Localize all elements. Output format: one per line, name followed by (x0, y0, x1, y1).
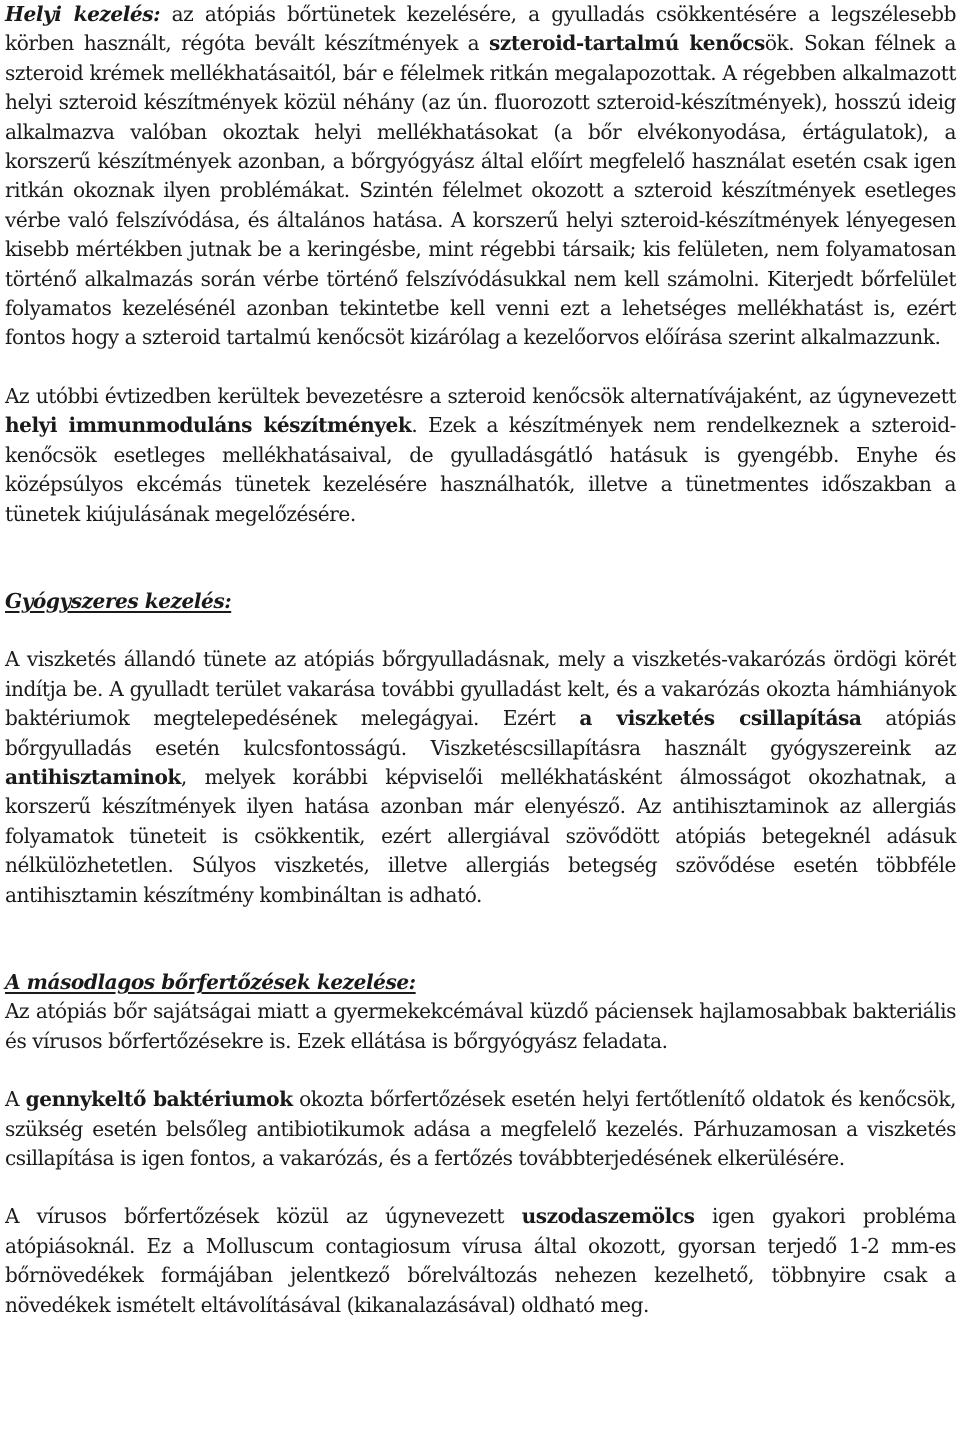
bold-text-szteroid-kenocs: szteroid-tartalmú kenőcs (489, 31, 765, 56)
document-page (5, 0, 956, 1320)
text-run: ök. Sokan félnek a szteroid krémek mellékhatásaitól, bár e félelmek ritkán megalapozottak. A régebben alkalmazott helyi szteroid készítmények közül néhány (az ún. fluorozott szteroid-készítmények), hosszú ideig alkalmazva valóban okoztak helyi mellékhatásokat (a bőr elvékonyodása, értágulatok), a korszerű készítmények azonban, a bőrgyógyász által előírt megfelelő használat esetén csak igen ritkán okoznak ilyen problémákat. Szintén félelmet okozott a szteroid készítmények esetleges vérbe való felszívódása, és általános hatása. A korszerű helyi szteroid-készítmények lényegesen kisebb mértékben jutnak be a keringésbe, mint régebbi társaik; kis felületen, nem folyamatosan történő alkalmazás során vérbe történő felszívódásukkal nem kell számolni. Kiterjedt bőrfelület folyamatos kezelésénél azonban tekintetbe kell venni ezt a lehetséges mellékhatást is, ezért fontos hogy a szteroid tartalmú kenőcsöt kizárólag a kezelőorvos előírása szerint alkalmazzunk. (5, 31, 956, 350)
bold-text-immunmodulans: helyi immunmoduláns készítmények (5, 413, 412, 438)
text-run: A vírusos bőrfertőzések közül az úgynevezett (5, 1204, 522, 1229)
section-heading-masodlagos-borfertozesek: A másodlagos bőrfertőzések kezelése: (5, 969, 416, 994)
paragraph-gap (5, 616, 956, 645)
bold-text-gennykelto-bakteriumok: gennykeltő baktériumok (25, 1087, 293, 1112)
helyi-kezeles-paragraph-2 (5, 382, 956, 529)
text-run: . Ezek a készítmények nem rendelkeznek a szteroid-kenőcsök esetleges mellékhatásaival, de gyulladásgátló hatásuk is gyengébb. Enyhe és középsúlyos ekcémás tünetek kezelésére használhatók, illetve a tünetmentes időszakban a tünetek kiújulásának megelőzésére. (5, 413, 956, 526)
section-heading-gyogyszeres-kezeles-line (5, 587, 956, 616)
paragraph-gap (5, 1056, 956, 1085)
text-run: Az utóbbi évtizedben kerültek bevezetésre a szteroid kenőcsök alternatívájaként, az úgynevezett (5, 383, 956, 408)
paragraph-gap (5, 1173, 956, 1202)
section-heading-gyogyszeres-kezeles: Gyógyszeres kezelés: (5, 588, 232, 613)
helyi-kezeles-paragraph-1 (5, 0, 956, 353)
text-run: A viszketés állandó tünete az atópiás bőrgyulladásnak, mely a viszketés-vakarózás ördögi körét indítja be. A gyulladt terület vakarása további gyulladást kelt, és a vakarózás okozta hámhiányok baktériumok megtelepedésének melegágyai. Ezért (5, 647, 956, 731)
gyogyszeres-kezeles-paragraph-1 (5, 645, 956, 910)
masodlagos-paragraph-2 (5, 1085, 956, 1173)
masodlagos-paragraph-1: Az atópiás bőr sajátságai miatt a gyermekekcémával küzdő páciensek hajlamosabbak bakteriális és vírusos bőrfertőzésekre is. Ezek ellátása is bőrgyógyász feladata. (5, 999, 956, 1053)
paragraph-gap (5, 353, 956, 382)
text-run: atópiás bőrgyulladás esetén kulcsfontosságú. Viszketéscsillapításra használt gyógyszereink az (5, 706, 956, 760)
text-run: A (5, 1087, 26, 1112)
section-gap (5, 910, 956, 968)
section-gap (5, 529, 956, 587)
masodlagos-paragraph-3 (5, 1202, 956, 1320)
text-run: az atópiás bőrtünetek kezelésére, a gyulladás csökkentésére a legszélesebb körben használt, régóta bevált készítmények a (5, 2, 956, 56)
text-run: , melyek korábbi képviselői mellékhatásként álmosságot okozhatnak, a korszerű készítmények ilyen hatása azonban már elenyésző. Az antihisztaminok az allergiás folyamatok tüneteit is csökkentik, ezért allergiával szövődött atópiás betegeknél adásuk nélkülözhetetlen. Súlyos viszketés, illetve allergiás betegség szövődése esetén többféle antihisztamin készítmény kombináltan is adható. (5, 764, 956, 907)
section-heading-masodlagos-line (5, 968, 956, 997)
section-heading-helyi-kezeles: Helyi kezelés: (5, 2, 161, 26)
bold-text-antihisztaminok: antihisztaminok (5, 764, 181, 789)
bold-text-uszodaszemolcs: uszodaszemölcs (521, 1204, 695, 1229)
bold-text-viszketes-csillapitasa: a viszketés csillapítása (579, 706, 862, 731)
text-run: okozta bőrfertőzések esetén helyi fertőtlenítő oldatok és kenőcsök, szükség esetén belsőleg antibiotikumok adása a megfelelő kezelés. Párhuzamosan a viszketés csillapítása is igen fontos, a vakarózás, és a fertőzés továbbterjedésének elkerülésére. (5, 1087, 956, 1170)
text-run: igen gyakori probléma atópiásoknál. Ez a Molluscum contagiosum vírusa által okozott, gyorsan terjedő 1-2 mm-es bőrnövedékek formájában jelentkező bőrelváltozás nehezen kezelhető, többnyire csak a növedékek ismételt eltávolításával (kikanalazásával) oldható meg. (5, 1204, 957, 1317)
